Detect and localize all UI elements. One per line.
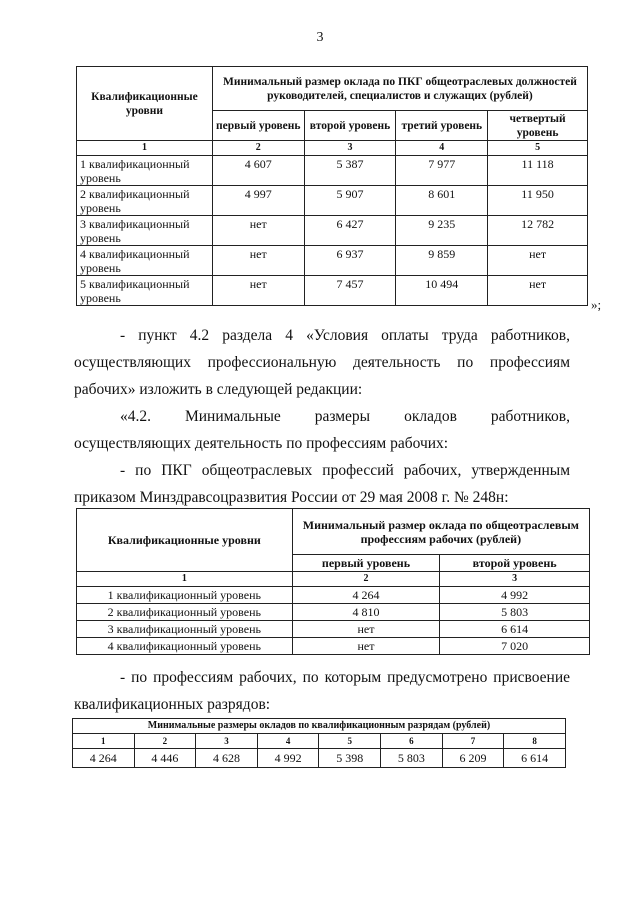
cell-value: 4 992 — [257, 749, 319, 768]
col-number: 8 — [504, 734, 566, 749]
cell-value: 5 398 — [319, 749, 381, 768]
page-number: 3 — [316, 30, 324, 45]
col-number: 5 — [488, 141, 588, 156]
table-row — [77, 604, 590, 621]
cell-value: 11 950 — [488, 186, 588, 216]
col-number: 2 — [134, 734, 196, 749]
cell-value: 4 264 — [292, 587, 440, 604]
cell-value: 6 427 — [304, 216, 396, 246]
cell-value: 7 457 — [304, 276, 396, 306]
col-number: 7 — [442, 734, 504, 749]
cell-value: 4 997 — [212, 186, 304, 216]
row-label: 2 квалификационный уровень — [77, 186, 213, 216]
paragraph-amendment-4-2: - пункт 4.2 раздела 4 «Условия оплаты труда работников, осуществляющих профессиональную деятельность по профессиям рабочих» изложить в следующей редакции: — [74, 327, 570, 398]
row-label: 1 квалификационный уровень — [77, 587, 293, 604]
subheader-level-2: второй уровень — [304, 111, 396, 141]
subheader-level-1: первый уровень — [212, 111, 304, 141]
subheader-level-1: первый уровень — [292, 555, 440, 572]
row-label: 2 квалификационный уровень — [77, 604, 293, 621]
table-row — [77, 638, 590, 655]
table-row — [77, 621, 590, 638]
cell-value: 4 992 — [440, 587, 590, 604]
column-numbers-row — [77, 141, 588, 156]
subheader-level-2: второй уровень — [440, 555, 590, 572]
header-min-salary: Минимальный размер оклада по ПКГ общеотраслевых должностей руководителей, специалистов и служащих (рублей) — [212, 67, 587, 111]
cell-value: 4 810 — [292, 604, 440, 621]
col-number: 6 — [381, 734, 443, 749]
cell-value: 8 601 — [396, 186, 488, 216]
salary-table-employees — [76, 66, 588, 306]
cell-value: 11 118 — [488, 156, 588, 186]
cell-value: нет — [292, 638, 440, 655]
cell-value: 7 977 — [396, 156, 488, 186]
paragraph-section-4-2: «4.2. Минимальные размеры окладов работников, осуществляющих деятельность по профессиям рабочих: — [74, 408, 570, 452]
col-number: 5 — [319, 734, 381, 749]
table-row — [77, 156, 588, 186]
paragraph-pkg-workers: - по ПКГ общеотраслевых профессий рабочих, утвержденным приказом Минздравсоцразвития России от 29 мая 2008 г. № 248н: — [74, 462, 570, 506]
table-row — [77, 216, 588, 246]
cell-value: 7 020 — [440, 638, 590, 655]
table-row — [77, 587, 590, 604]
cell-value: нет — [212, 216, 304, 246]
table-row — [77, 186, 588, 216]
row-label: 4 квалификационный уровень — [77, 246, 213, 276]
paragraph-qualification-grades: - по профессиям рабочих, по которым предусмотрено присвоение квалификационных разрядов: — [74, 669, 570, 713]
header-min-salary-grades: Минимальные размеры окладов по квалификационным разрядам (рублей) — [73, 719, 566, 734]
col-number: 1 — [77, 572, 293, 587]
cell-value: нет — [212, 276, 304, 306]
table-row — [77, 276, 588, 306]
cell-value: 4 446 — [134, 749, 196, 768]
table-row — [77, 246, 588, 276]
cell-value: 5 907 — [304, 186, 396, 216]
column-numbers-row — [77, 572, 590, 587]
col-number: 1 — [73, 734, 135, 749]
table-row — [73, 749, 566, 768]
cell-value: нет — [292, 621, 440, 638]
col-number: 3 — [304, 141, 396, 156]
cell-value: 5 387 — [304, 156, 396, 186]
cell-value: 6 937 — [304, 246, 396, 276]
cell-value: 4 607 — [212, 156, 304, 186]
col-number: 3 — [440, 572, 590, 587]
column-numbers-row — [73, 734, 566, 749]
cell-value: 4 628 — [196, 749, 258, 768]
col-number: 4 — [257, 734, 319, 749]
cell-value: 6 614 — [504, 749, 566, 768]
salary-table-grades — [72, 718, 566, 768]
subheader-level-4: четвертый уровень — [488, 111, 588, 141]
row-label: 4 квалификационный уровень — [77, 638, 293, 655]
cell-value: 9 859 — [396, 246, 488, 276]
col-number: 3 — [196, 734, 258, 749]
cell-value: нет — [488, 246, 588, 276]
cell-value: 10 494 — [396, 276, 488, 306]
cell-value: 5 803 — [440, 604, 590, 621]
row-label: 3 квалификационный уровень — [77, 621, 293, 638]
col-number: 1 — [77, 141, 213, 156]
row-label: 3 квалификационный уровень — [77, 216, 213, 246]
cell-value: нет — [212, 246, 304, 276]
col-number: 2 — [292, 572, 440, 587]
row-label: 5 квалификационный уровень — [77, 276, 213, 306]
cell-value: нет — [488, 276, 588, 306]
header-qualification-levels: Квалификационные уровни — [77, 67, 213, 141]
salary-table-workers — [76, 508, 590, 655]
cell-value: 12 782 — [488, 216, 588, 246]
cell-value: 9 235 — [396, 216, 488, 246]
closing-quote: »; — [591, 297, 602, 312]
cell-value: 6 209 — [442, 749, 504, 768]
subheader-level-3: третий уровень — [396, 111, 488, 141]
cell-value: 4 264 — [73, 749, 135, 768]
row-label: 1 квалификационный уровень — [77, 156, 213, 186]
col-number: 4 — [396, 141, 488, 156]
header-min-salary-workers: Минимальный размер оклада по общеотраслевым профессиям рабочих (рублей) — [292, 509, 589, 555]
header-qualification-levels: Квалификационные уровни — [77, 509, 293, 572]
cell-value: 6 614 — [440, 621, 590, 638]
cell-value: 5 803 — [381, 749, 443, 768]
col-number: 2 — [212, 141, 304, 156]
